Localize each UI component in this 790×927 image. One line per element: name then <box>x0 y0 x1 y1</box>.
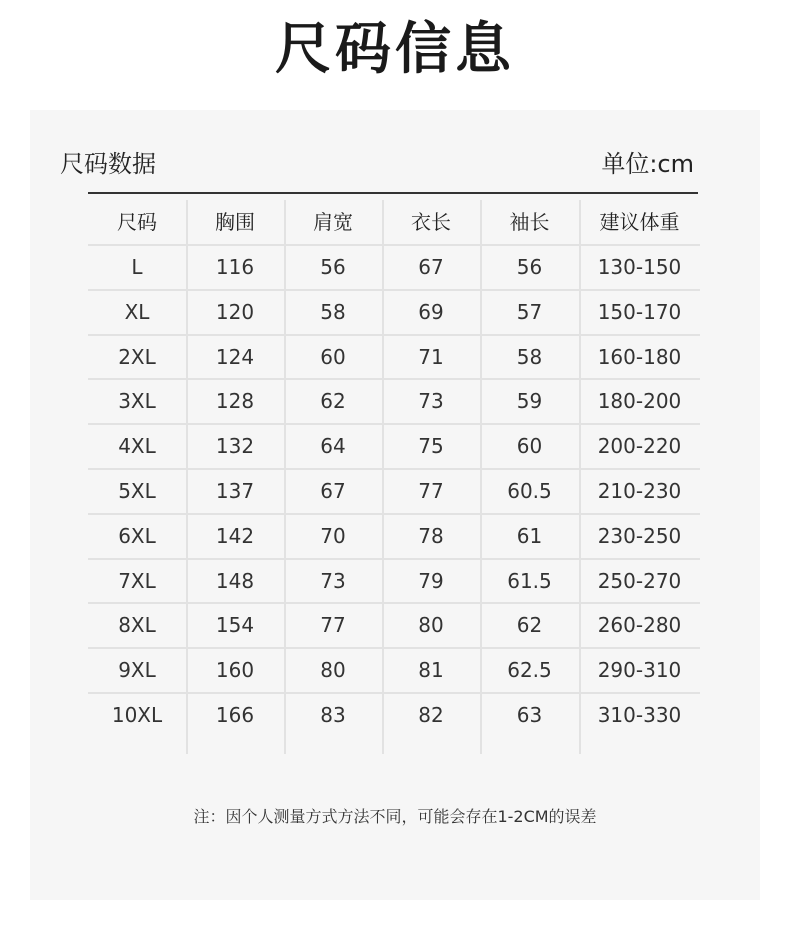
unit-label: 单位:cm <box>601 150 694 178</box>
cell-chest: 166 <box>215 703 255 727</box>
cell-length: 67 <box>418 255 444 279</box>
cell-shoulder: 62 <box>320 389 346 413</box>
cell-chest: 160 <box>215 658 255 682</box>
table-row <box>88 648 700 693</box>
cell-shoulder: 70 <box>320 524 346 548</box>
header-size: 尺码 <box>117 210 157 234</box>
cell-length: 80 <box>418 613 444 637</box>
section-title: 尺码数据 <box>60 150 156 178</box>
cell-weight: 160-180 <box>597 345 682 369</box>
cell-shoulder: 73 <box>320 569 346 593</box>
cell-weight: 210-230 <box>597 479 682 503</box>
cell-length: 82 <box>418 703 444 727</box>
cell-weight: 150-170 <box>597 300 682 324</box>
header-shoulder: 肩宽 <box>313 210 353 234</box>
table-row <box>88 245 700 290</box>
cell-size: 8XL <box>118 613 156 637</box>
cell-shoulder: 56 <box>320 255 346 279</box>
cell-shoulder: 60 <box>320 345 346 369</box>
cell-shoulder: 83 <box>320 703 346 727</box>
table-row <box>88 603 700 648</box>
cell-sleeve: 60 <box>516 434 543 458</box>
cell-size: 9XL <box>118 658 156 682</box>
cell-chest: 116 <box>215 255 255 279</box>
header-weight: 建议体重 <box>599 210 680 234</box>
cell-weight: 250-270 <box>597 569 682 593</box>
cell-weight: 130-150 <box>597 255 682 279</box>
cell-shoulder: 77 <box>320 613 346 637</box>
cell-weight: 200-220 <box>597 434 682 458</box>
cell-weight: 180-200 <box>597 389 682 413</box>
cell-weight: 260-280 <box>597 613 682 637</box>
header-length: 衣长 <box>411 210 451 234</box>
header-chest: 胸围 <box>215 210 255 234</box>
cell-weight: 310-330 <box>597 703 682 727</box>
cell-sleeve: 57 <box>516 300 543 324</box>
cell-shoulder: 58 <box>320 300 346 324</box>
table-row <box>88 559 700 604</box>
cell-sleeve: 56 <box>516 255 543 279</box>
cell-sleeve: 60.5 <box>507 479 552 503</box>
cell-sleeve: 62.5 <box>507 658 552 682</box>
table-row <box>88 693 700 738</box>
cell-length: 77 <box>418 479 444 503</box>
table-row <box>88 514 700 559</box>
cell-shoulder: 67 <box>320 479 346 503</box>
cell-shoulder: 64 <box>320 434 346 458</box>
header-sleeve: 袖长 <box>509 210 550 234</box>
table-row <box>88 290 700 335</box>
table-row <box>88 379 700 424</box>
cell-size: 6XL <box>118 524 156 548</box>
cell-size: 7XL <box>118 569 156 593</box>
cell-chest: 154 <box>215 613 255 637</box>
cell-weight: 290-310 <box>597 658 682 682</box>
size-table <box>88 200 700 754</box>
page-title: 尺码信息 <box>275 17 515 82</box>
cell-length: 75 <box>418 434 444 458</box>
table-row <box>88 469 700 514</box>
cell-sleeve: 63 <box>516 703 543 727</box>
cell-chest: 142 <box>215 524 255 548</box>
cell-sleeve: 59 <box>516 389 543 413</box>
cell-length: 71 <box>418 345 444 369</box>
cell-size: 5XL <box>118 479 156 503</box>
cell-size: 10XL <box>111 703 163 727</box>
cell-chest: 120 <box>215 300 255 324</box>
cell-chest: 124 <box>215 345 255 369</box>
cell-size: 2XL <box>118 345 156 369</box>
cell-length: 78 <box>418 524 444 548</box>
cell-size: XL <box>124 300 150 324</box>
cell-chest: 132 <box>215 434 255 458</box>
cell-chest: 137 <box>215 479 255 503</box>
table-header-row <box>88 200 700 245</box>
cell-length: 73 <box>418 389 444 413</box>
cell-length: 69 <box>418 300 444 324</box>
title-divider <box>88 192 698 194</box>
cell-chest: 148 <box>215 569 255 593</box>
cell-sleeve: 58 <box>516 345 543 369</box>
cell-size: 4XL <box>118 434 156 458</box>
table-row <box>88 335 700 380</box>
measurement-note: 注：因个人测量方式方法不同，可能会存在1-2CM的误差 <box>193 807 597 826</box>
cell-length: 79 <box>418 569 444 593</box>
cell-sleeve: 61.5 <box>507 569 552 593</box>
cell-size: L <box>131 255 143 279</box>
cell-length: 81 <box>418 658 444 682</box>
table-row <box>88 424 700 469</box>
cell-size: 3XL <box>118 389 156 413</box>
cell-weight: 230-250 <box>597 524 682 548</box>
cell-chest: 128 <box>215 389 255 413</box>
cell-shoulder: 80 <box>320 658 346 682</box>
cell-sleeve: 61 <box>516 524 543 548</box>
cell-sleeve: 62 <box>516 613 543 637</box>
